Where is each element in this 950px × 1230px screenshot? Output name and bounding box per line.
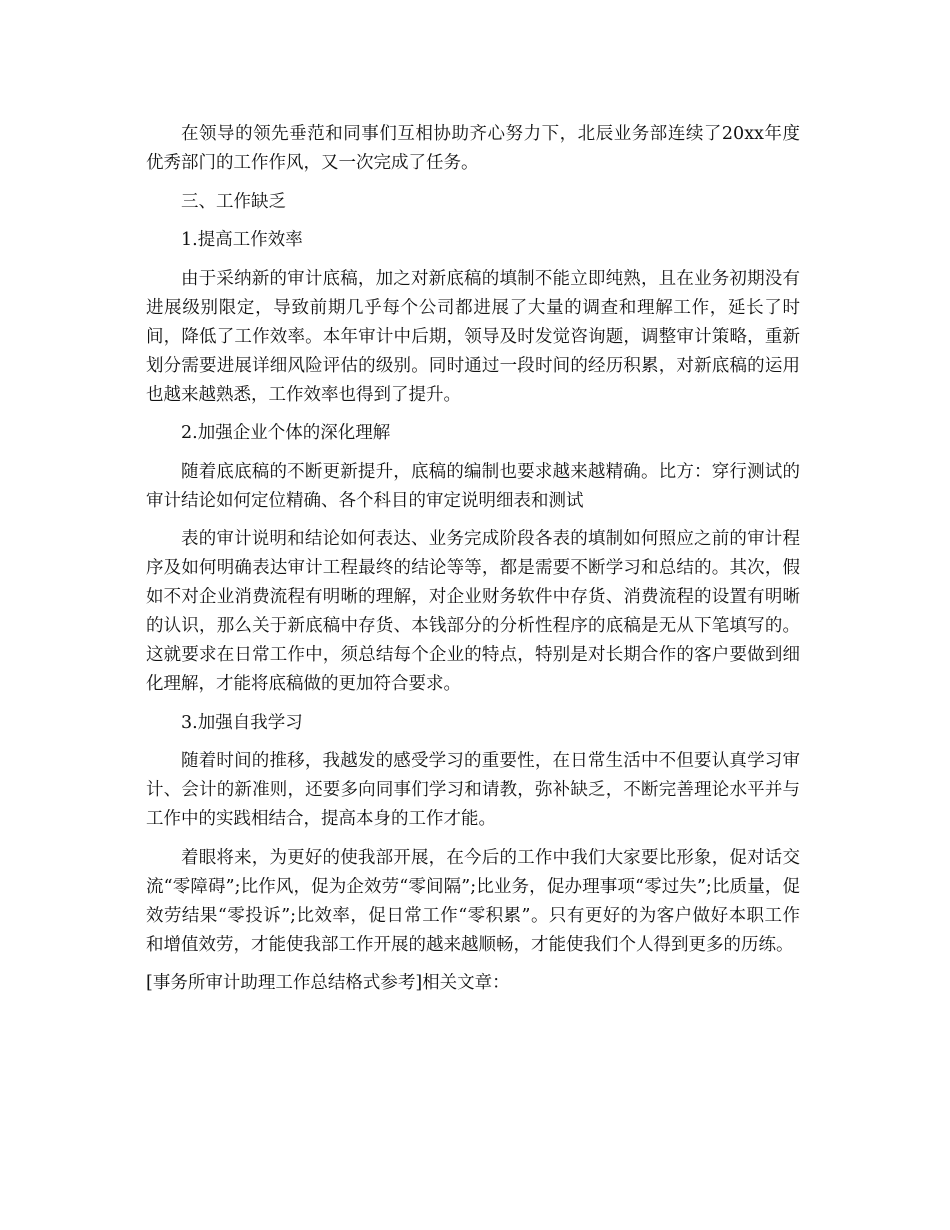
paragraph-understanding-1: 随着底底稿的不断更新提升，底稿的编制也要求越来越精确。比方：穿行测试的审计结论如何定位精确、各个科目的审定说明细表和测试 — [146, 461, 800, 511]
subheading-self-study: 3.加强自我学习 — [181, 712, 303, 733]
paragraph-future: 着眼将来，为更好的使我部开展，在今后的工作中我们大家要比形象，促对话交流“零障碍”;比作风，促为企效劳“零间隔”;比业务，促办理事项“零过失”;比质量，促效劳结果“零投诉”;比效率，促日常工作“零积累”。只有更好的为客户做好本职工作和增值效劳，才能使我部工作开展的越来越顺畅，才能使我们个人得到更多的历练。 — [146, 847, 800, 955]
paragraph-understanding-2: 表的审计说明和结论如何表达、业务完成阶段各表的填制如何照应之前的审计程序及如何明确表达审计工程最终的结论等等，都是需要不断学习和总结的。其次，假如不对企业消费流程有明晰的理解，对企业财务软件中存货、消费流程的设置有明晰的认识，那么关于新底稿中存货、本钱部分的分析性程序的底稿是无从下笔填写的。这就要求在日常工作中，须总结每个企业的特点，特别是对长期合作的客户要做到细化理解，才能将底稿做的更加符合要求。 — [146, 529, 800, 694]
paragraph-efficiency: 由于采纳新的审计底稿，加之对新底稿的填制不能立即纯熟，且在业务初期没有进展级别限定，导致前期几乎每个公司都进展了大量的调查和理解工作，延长了时间，降低了工作效率。本年审计中后期，领导及时发觉咨询题，调整审计策略，重新划分需要进展详细风险评估的级别。同时通过一段时间的经历积累，对新底稿的运用也越来越熟悉，工作效率也得到了提升。 — [146, 268, 800, 405]
related-articles-label: [事务所审计助理工作总结格式参考]相关文章： — [146, 973, 510, 993]
document-body — [146, 120, 800, 1008]
paragraph-self-study: 随着时间的推移，我越发的感受学习的重要性，在日常生活中不但要认真学习审计、会计的新准则，还要多向同事们学习和请教，弥补缺乏，不断完善理论水平并与工作中的实践相结合，提高本身的工作才能。 — [146, 751, 800, 829]
subheading-understanding: 2.加强企业个体的深化理解 — [181, 423, 391, 443]
subheading-efficiency: 1.提高工作效率 — [181, 230, 303, 250]
section-heading-shortcomings: 三、工作缺乏 — [181, 191, 286, 212]
paragraph-intro: 在领导的领先垂范和同事们互相协助齐心努力下，北辰业务部连续了20xx年度优秀部门的工作作风，又一次完成了任务。 — [146, 124, 800, 173]
